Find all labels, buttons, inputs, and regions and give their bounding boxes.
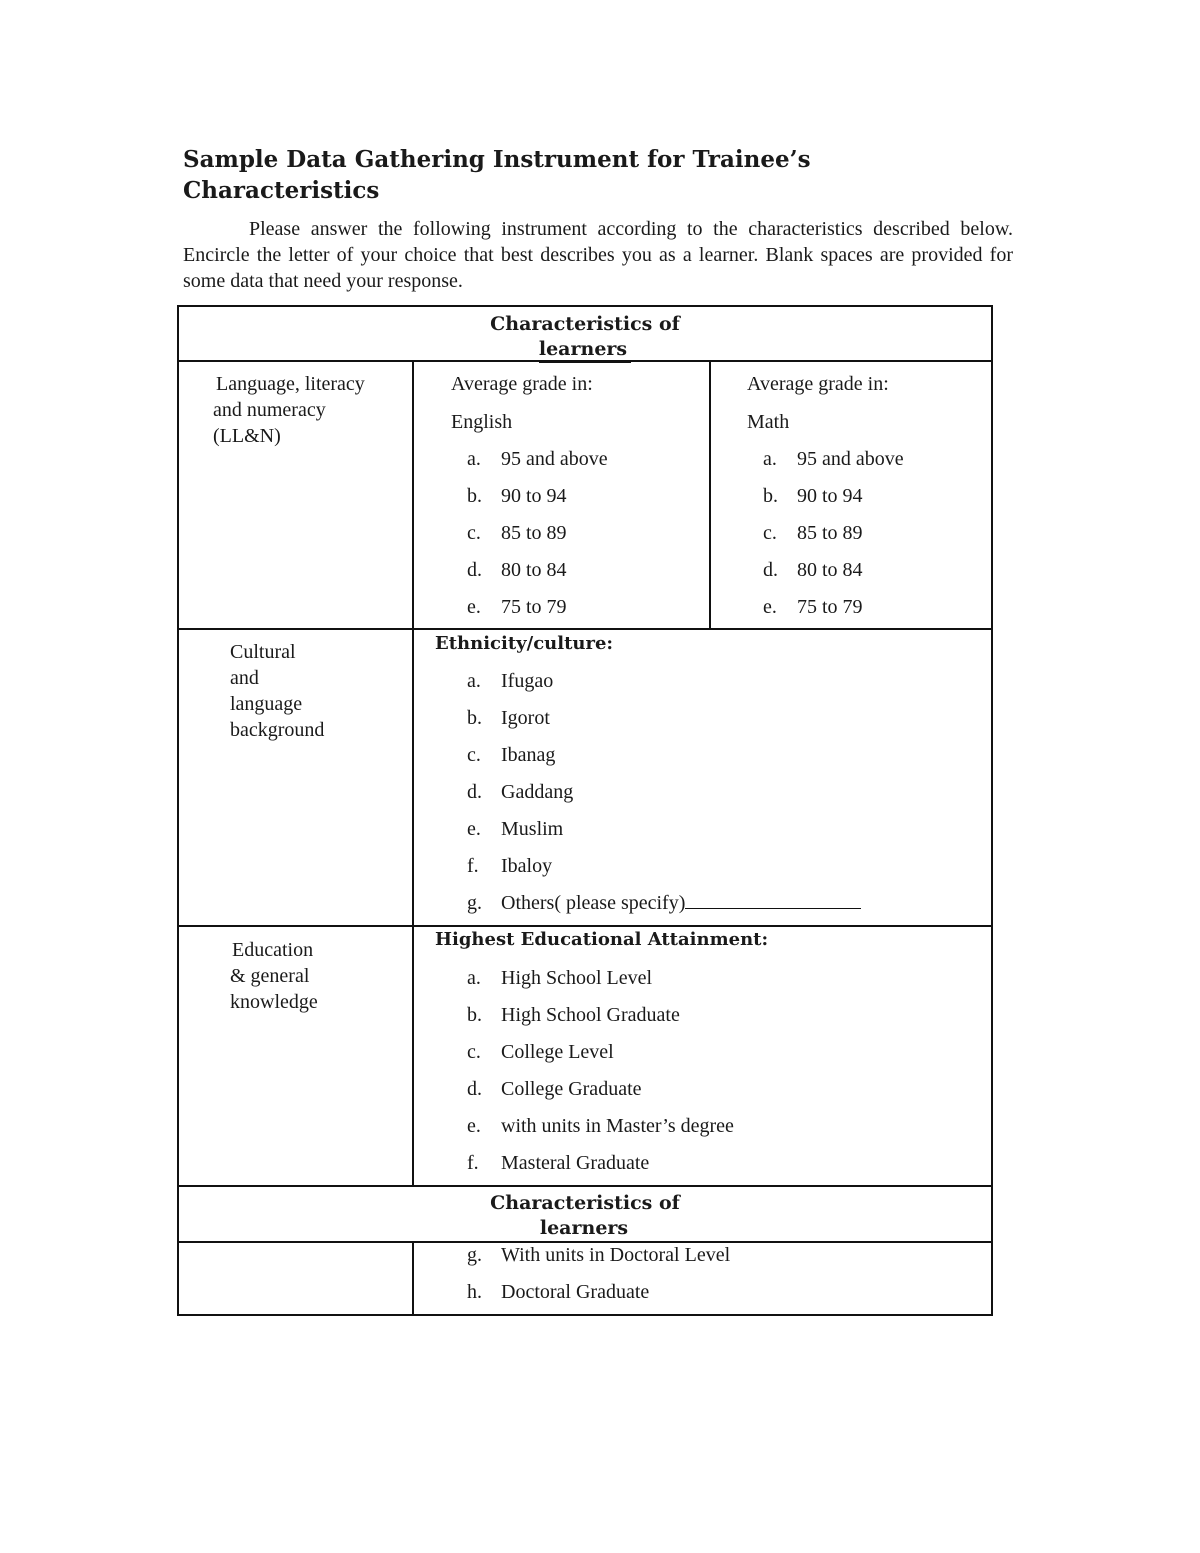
education-heading: Highest Educational Attainment:: [435, 929, 769, 950]
document-title: Sample Data Gathering Instrument for Trainee’s Characteristics: [183, 146, 811, 204]
list-item[interactable]: d. 80 to 84: [763, 559, 863, 581]
table-header-line1: Characteristics of: [490, 313, 680, 335]
row-label-llan: Language, literacy and numeracy (LL&N): [213, 373, 365, 447]
list-item[interactable]: e. 75 to 79: [763, 596, 863, 618]
education-options-continued: [467, 1242, 730, 1316]
column-divider: [412, 360, 414, 630]
list-item[interactable]: a. 95 and above: [467, 448, 608, 470]
list-item[interactable]: d. Gaddang: [467, 781, 574, 803]
column-divider: [412, 925, 414, 1187]
column-divider: [412, 628, 414, 927]
list-item[interactable]: c. 85 to 89: [467, 522, 567, 544]
list-item[interactable]: c. College Level: [467, 1041, 614, 1063]
instructions-paragraph: [183, 216, 1013, 294]
table-header-line2: learners: [539, 337, 631, 363]
list-item[interactable]: e. with units in Master’s degree: [467, 1115, 734, 1137]
list-item[interactable]: e. 75 to 79: [467, 596, 567, 618]
list-item[interactable]: g. With units in Doctoral Level: [467, 1244, 731, 1266]
list-item[interactable]: h. Doctoral Graduate: [467, 1281, 650, 1303]
english-subject: English: [451, 411, 513, 433]
list-item[interactable]: b. 90 to 94: [467, 485, 567, 507]
list-item[interactable]: c. Ibanag: [467, 744, 556, 766]
row-label-education: Education & general knowledge: [230, 939, 318, 1013]
list-item[interactable]: e. Muslim: [467, 818, 564, 840]
table-header: [177, 312, 993, 363]
list-item[interactable]: b. 90 to 94: [763, 485, 863, 507]
instructions-text: Please answer the following instrument according to the characteristics described below. Encircle the letter of your choice that best describes you as a learner. Blank spaces are provided for some data that need your response.: [183, 218, 1013, 292]
list-item[interactable]: f. Masteral Graduate: [467, 1152, 650, 1174]
english-grade-options: [467, 446, 608, 631]
math-prompt: Average grade in:: [747, 373, 889, 395]
list-item[interactable]: c. 85 to 89: [763, 522, 863, 544]
table-header-repeat: Characteristics of learners: [177, 1191, 993, 1242]
list-item[interactable]: d. College Graduate: [467, 1078, 642, 1100]
list-item[interactable]: d. 80 to 84: [467, 559, 567, 581]
list-item[interactable]: a. Ifugao: [467, 670, 554, 692]
row-label-cultural: Cultural and language background: [230, 641, 325, 741]
list-item[interactable]: g. Others( please specify): [467, 890, 861, 927]
list-item[interactable]: a. 95 and above: [763, 448, 904, 470]
list-item[interactable]: b. High School Graduate: [467, 1004, 680, 1026]
education-options: [467, 965, 734, 1187]
column-divider: [412, 1241, 414, 1316]
english-prompt: Average grade in:: [451, 373, 593, 395]
list-item[interactable]: f. Ibaloy: [467, 855, 553, 877]
list-item[interactable]: b. Igorot: [467, 707, 550, 729]
math-grade-options: [763, 446, 904, 631]
column-divider-math: [709, 360, 711, 630]
ethnicity-heading: Ethnicity/culture:: [435, 633, 614, 654]
math-subject: Math: [747, 411, 790, 433]
specify-blank[interactable]: [685, 890, 861, 909]
ethnicity-options: [467, 668, 861, 927]
list-item[interactable]: a. High School Level: [467, 967, 653, 989]
